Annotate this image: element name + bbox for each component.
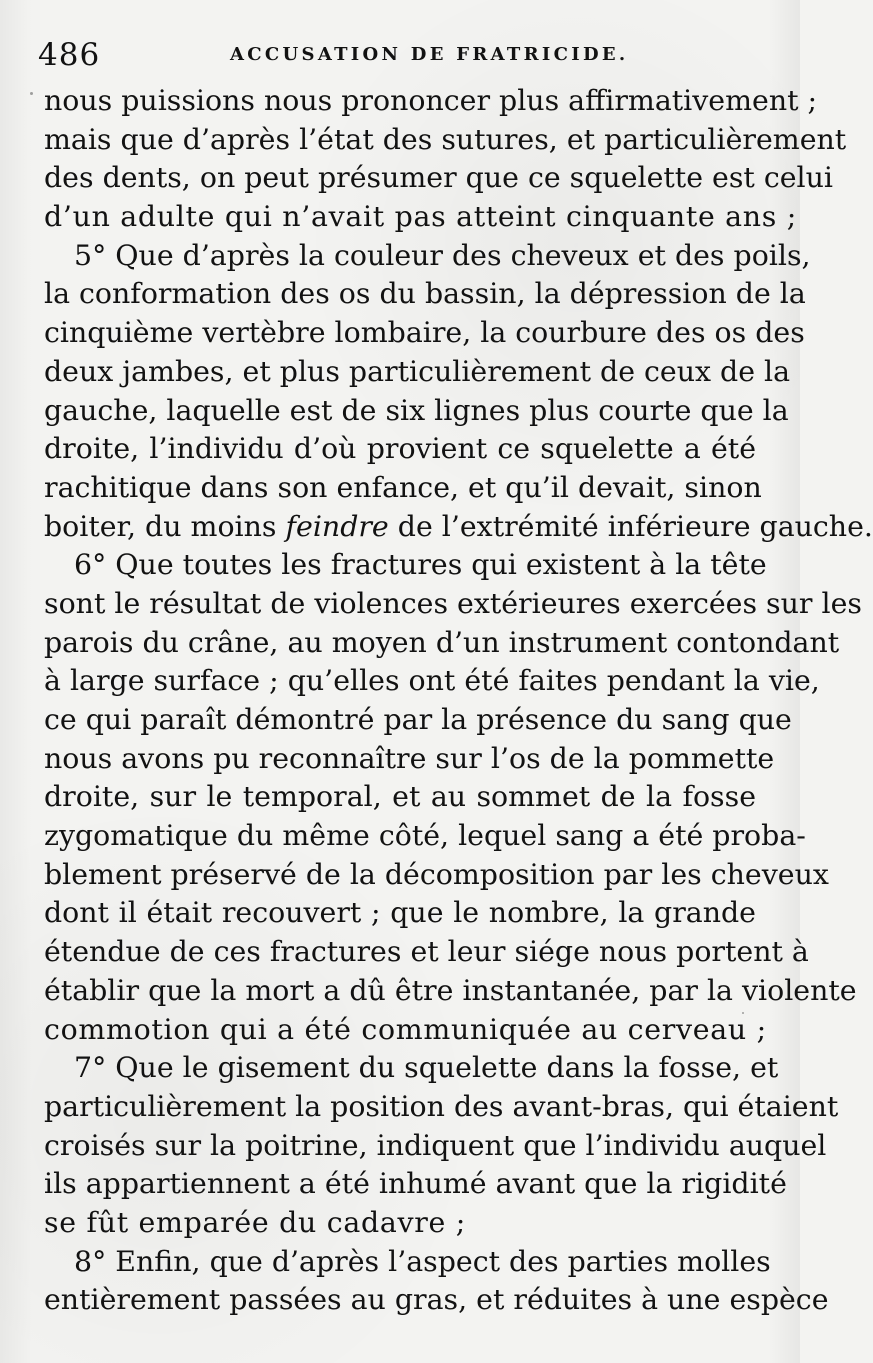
text-line-23: étendue de ces fractures et leur siége nous portent à [44,935,809,969]
text-line-4: d’un adulte qui n’avait pas atteint cinquante ans ; [44,200,798,234]
text-line-16: à large surface ; qu’elles ont été faites pendant la vie, [44,664,820,698]
text-line-12 [44,508,873,547]
text-line-19: droite, sur le temporal, et au sommet de la fosse [44,780,756,814]
running-title: ACCUSATION DE FRATRICIDE. [230,44,629,65]
text-line-31: 8° Enfin, que d’après l’aspect des parties molles [74,1244,771,1278]
text-line-22: dont il était recouvert ; que le nombre, la grande [44,896,756,930]
print-speckle [742,1012,744,1014]
print-speckle [781,300,784,303]
text-line-13: 6° Que toutes les fractures qui existent à la tête [74,548,767,582]
text-line-10: droite, l’individu d’où provient ce squelette a été [44,432,756,466]
text-line-25: commotion qui a été communiquée au cerveau ; [44,1012,767,1046]
text-line-1: nous puissions nous prononcer plus affirmativement ; [44,84,818,117]
text-line-26: 7° Que le gisement du squelette dans la fosse, et [74,1051,779,1085]
text-line-7: cinquième vertèbre lombaire, la courbure des os des [44,316,805,350]
text-line-28: croisés sur la poitrine, indiquent que l’individu auquel [44,1128,827,1162]
page-header [38,35,778,77]
text-line-9: gauche, laquelle est de six lignes plus courte que la [44,393,789,427]
text-line-11: rachitique dans son enfance, et qu’il devait, sinon [44,470,762,504]
text-line-32: entièrement passées au gras, et réduites à une espèce [44,1283,829,1317]
text-line-29: ils appartiennent a été inhumé avant que la rigidité [44,1167,787,1201]
body-text [44,82,873,1344]
text-line-24: établir que la mort a dû être instantanée, par la violente [44,973,857,1007]
text-line-8: deux jambes, et plus particulièrement de ceux de la [44,354,791,388]
text-line-12-end: de l’extrémité inférieure gauche. [388,509,873,543]
text-line-20: zygomatique du même côté, lequel sang a été proba- [44,819,806,853]
print-speckle [30,92,33,95]
page-number: 486 [38,37,101,73]
text-line-15: parois du crâne, au moyen d’un instrument contondant [44,625,840,659]
text-line-30: se fût emparée du cadavre ; [44,1205,466,1239]
print-speckle [648,251,650,253]
italic-word-feindre: feindre [285,509,389,543]
text-line-2: mais que d’après l’état des sutures, et particulièrement [44,122,847,156]
text-line-27: particulièrement la position des avant-bras, qui étaient [44,1089,839,1123]
text-line-21: blement préservé de la décomposition par les cheveux [44,857,829,891]
text-line-5: 5° Que d’après la couleur des cheveux et des poils, [74,238,811,272]
text-line-14: sont le résultat de violences extérieures exercées sur les [44,586,862,620]
text-line-17: ce qui paraît démontré par la présence du sang que [44,703,792,736]
text-line-18: nous avons pu reconnaître sur l’os de la pommette [44,741,775,775]
text-line-3: des dents, on peut présumer que ce squelette est celui [44,161,833,195]
text-line-12-start: boiter, du moins [44,509,286,543]
text-line-6: la conformation des os du bassin, la dépression de la [44,277,806,311]
